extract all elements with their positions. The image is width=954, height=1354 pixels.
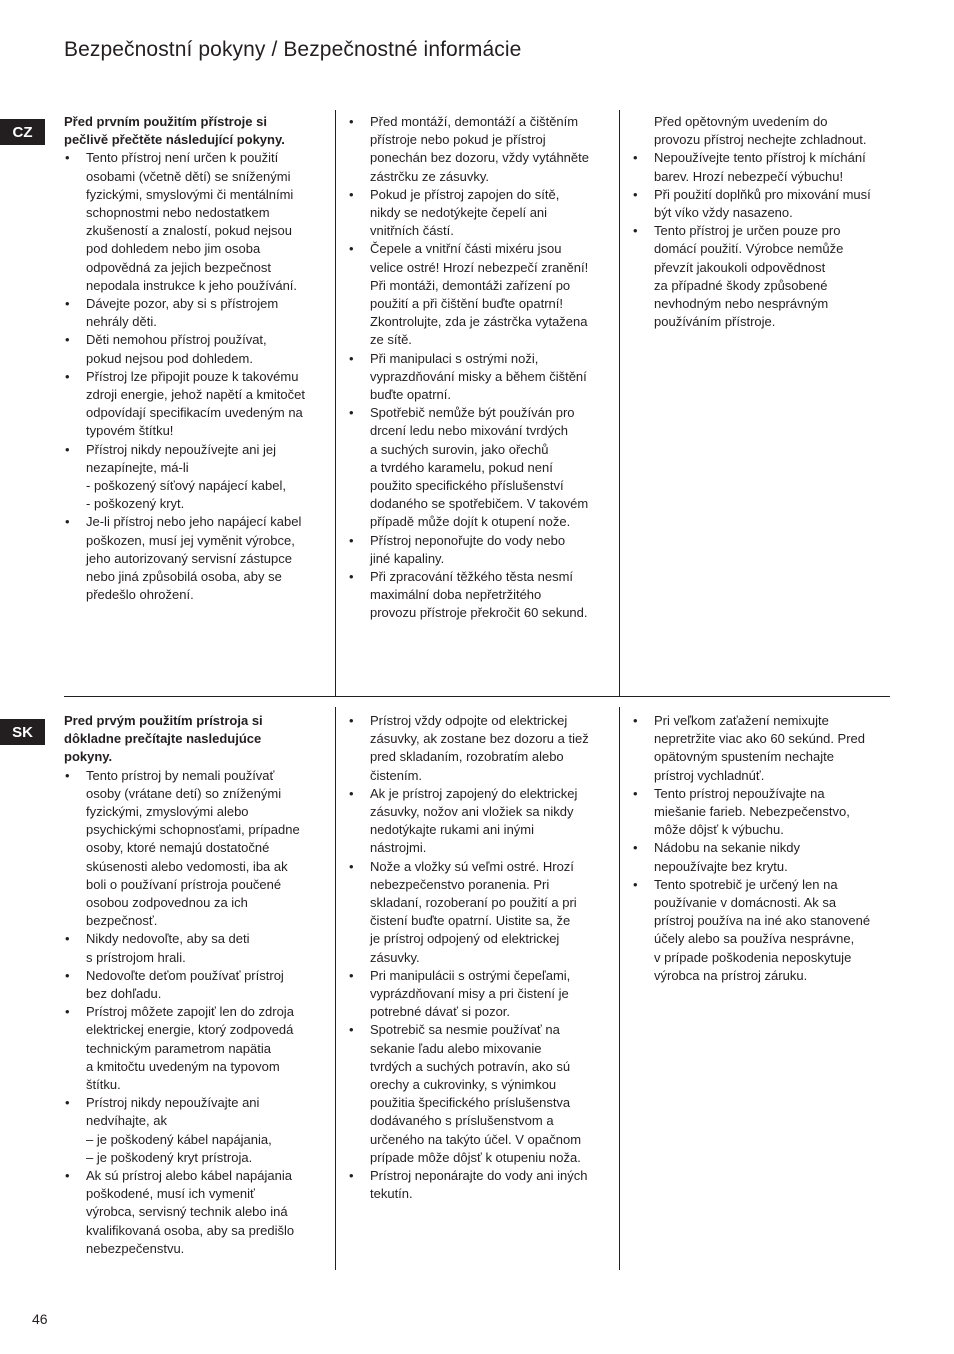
list-item [348,113,612,186]
list-item-line: pred skladaním, rozobratím alebo [370,749,564,765]
list-item-line: bezpečnosť. [86,913,158,929]
cz-col3-continuation [632,113,896,149]
cz-col1-list [64,149,328,604]
continuation-line: Před opětovným uvedením do [654,114,828,129]
list-item-line: Nože a vložky sú veľmi ostré. Hrozí [370,858,574,874]
list-item-line: zkušeností a znalostí, pokud nejsou [86,223,292,239]
list-item [348,350,612,405]
list-item-line: Tento prístroj nepoužívajte na [654,785,825,801]
list-item [632,186,896,222]
list-item-line: prístroj používa na iné ako stanovené [654,913,871,929]
list-item-line: použitia špecifického príslušenstva [370,1095,571,1111]
list-item [64,767,328,931]
list-item-line: domácí použití. Výrobce nemůže [654,241,844,257]
list-item [632,839,896,875]
column-divider [619,707,620,1270]
list-item [632,149,896,185]
list-item-line: elektrickej energie, ktorý zodpovedá [86,1022,294,1038]
list-item [632,785,896,840]
list-item-line: - poškozený síťový napájecí kabel, [86,478,286,494]
list-item [348,1021,612,1167]
list-item [348,240,612,349]
list-item-line: maximální doba nepřetržitého [370,587,542,603]
list-item-line: velice ostré! Hrozí nebezpečí zranění! [370,259,589,275]
list-item-line: Nikdy nedovoľte, aby sa deti [86,931,250,947]
list-item-line: fyzickými, smyslovými či mentálními [86,186,294,202]
list-item-line: dodaného se spotřebičem. V takovém [370,496,589,512]
list-item-line: potrebné dávať si pozor. [370,1004,511,1020]
list-item-line: typovém štítku! [86,423,174,439]
list-item [64,930,328,966]
list-item-line: - poškozený kryt. [86,496,185,512]
language-tab-cz: CZ [0,119,45,145]
list-item-line: být víko vždy nasazeno. [654,205,793,221]
list-item-line: Nedovoľte deťom používať prístroj [86,967,284,983]
list-item-line: poškodené, musí ich vymeniť [86,1186,255,1202]
list-item-line: odpovědná za jejich bezpečnost [86,259,272,275]
list-item-line: nedvíhajte, ak [86,1113,167,1129]
list-item-line: provozu přístroje překročit 60 sekund. [370,605,588,621]
sk-col2-list [348,712,612,1203]
list-item [348,532,612,568]
sk-col3-list [632,712,896,985]
list-item [348,404,612,531]
list-item [632,222,896,331]
list-item-line: s prístrojom hrali. [86,949,186,965]
list-item-line: nebezpečenstvo poranenia. Pri [370,876,550,892]
list-item [632,876,896,985]
list-item-line: osobami (včetně dětí) se sníženými [86,168,291,184]
list-item-line: Tento spotrebič je určený len na [654,876,838,892]
list-item [348,186,612,241]
list-item-line: Při montáži, demontáži zařízení po [370,277,571,293]
list-item-line: nepodala instrukce k jeho používání. [86,277,298,293]
list-item-line: nepoužívajte bez krytu. [654,858,788,874]
column-divider [619,110,620,697]
list-item [348,785,612,858]
list-item-line: přístroje nebo pokud je přístroj [370,132,546,148]
list-item-line: Tento přístroj není určen k použití [86,150,279,166]
list-item-line: jiné kapaliny. [370,550,445,566]
list-item-line: skladaní, rozoberaní po použití a pri [370,895,577,911]
list-item-line: Pri veľkom zaťažení nemixujte [654,713,829,728]
list-item-line: zásuvky, nožov ani vložiek sa nikdy [370,804,574,820]
cz-col3-list [632,149,896,331]
intro-heading-line: dôkladne prečítajte nasledujúce [64,731,262,747]
list-item-line: môže dôjsť k výbuchu. [654,822,784,838]
list-item-line: Čepele a vnitřní části mixéru jsou [370,241,562,257]
list-item-line: vyprázdňovaní misy a pri čistení je [370,986,569,1002]
sk-col1-list [64,767,328,1258]
list-item-line: miešanie farieb. Nebezpečenstvo, [654,804,850,820]
list-item-line: čistení buďte opatrní. Uistite sa, že [370,913,571,929]
list-item [64,967,328,1003]
list-item-line: poškozen, musí jej vyměnit výrobce, [86,532,295,548]
list-item-line: je prístroj odpojený od elektrickej [370,931,560,947]
list-item-line: používáním přístroje. [654,314,776,330]
list-item [64,1167,328,1258]
list-item-line: Přístroj lze připojit pouze k takovému [86,368,299,384]
language-tab-sk: SK [0,719,45,745]
list-item-line: štítku. [86,1077,121,1093]
sk-column-2 [348,712,612,1203]
list-item-line: nebezpečenstvu. [86,1240,185,1256]
sk-column-3 [632,712,896,985]
list-item-line: vyprazdňování misky a během čištění [370,368,587,384]
list-item-line: Před montáží, demontáží a čištěním [370,114,579,129]
list-item [348,568,612,623]
intro-heading-line: Před prvním použitím přístroje si [64,114,267,129]
list-item [64,331,328,367]
list-item-line: buďte opatrní. [370,387,451,403]
list-item-line: případě může dojít k otupení nože. [370,514,571,530]
list-item-line: Spotřebič nemůže být používán pro [370,405,575,421]
list-item-line: předešlo ohrožení. [86,587,194,603]
list-item-line: pokud nejsou pod dohledem. [86,350,253,366]
list-item-line: Prístroj môžete zapojiť len do zdroja [86,1004,294,1020]
cz-col2-list [348,113,612,623]
list-item-line: Tento prístroj by nemali používať [86,767,275,783]
page-title: Bezpečnostní pokyny / Bezpečnostné informácie [64,38,522,61]
list-item-line: převzít jakoukoli odpovědnost [654,259,826,275]
section-divider [64,696,890,697]
sk-intro-heading [64,712,328,767]
list-item-line: a kmitočtu uvedeným na typovom [86,1058,280,1074]
list-item-line: Ak sú prístroj alebo kábel napájania [86,1168,292,1184]
list-item-line: nehrály děti. [86,314,157,330]
list-item-line: v prípade poškodenia neposkytuje [654,949,852,965]
list-item-line: použito specifického příslušenství [370,478,564,494]
list-item-line: výrobca, servisný technik alebo iná [86,1204,288,1220]
list-item [64,441,328,514]
list-item-line: použití a při čištění buďte opatrní! [370,296,563,312]
list-item-line: ponechán bez dozoru, vždy vytáhněte [370,150,589,166]
list-item [348,858,612,967]
list-item-line: Při použití doplňků pro mixování musí [654,186,871,202]
cz-column-2 [348,113,612,623]
list-item-line: tvrdých a suchých potravín, ako sú [370,1058,571,1074]
list-item-line: zdroji energie, jehož napětí a kmitočet [86,387,305,403]
list-item-line: orechy a cukrovinky, s výnimkou [370,1077,557,1093]
list-item-line: nedotýkajte rukami ani inými [370,822,535,838]
list-item-line: nástrojmi. [370,840,427,856]
list-item [64,149,328,295]
list-item-line: jeho autorizovaný servisní zástupce [86,550,292,566]
list-item [64,295,328,331]
list-item-line: osoby (vrátane detí) so zníženými [86,785,282,801]
list-item-line: zástrčku ze zásuvky. [370,168,489,184]
list-item-line: Nádobu na sekanie nikdy [654,840,800,856]
list-item-line: a tvrdého karamelu, pokud není [370,459,553,475]
list-item-line: Pri manipulácii s ostrými čepeľami, [370,967,571,983]
list-item-line: Tento přístroj je určen pouze pro [654,223,841,239]
cz-column-3 [632,113,896,331]
list-item-line: osobou zodpovednou za ich [86,895,248,911]
list-item-line: a suchých surovin, jako ořechů [370,441,549,457]
cz-intro-heading [64,113,328,149]
sk-column-1 [64,712,328,1258]
column-divider [335,707,336,1270]
list-item-line: fyzickými, zmyslovými alebo [86,804,249,820]
list-item-line: opätovným spustením nechajte [654,749,834,765]
list-item-line: nevhodným nebo nesprávným [654,296,829,312]
list-item [632,712,896,785]
list-item-line: Při zpracování těžkého těsta nesmí [370,569,574,585]
column-divider [335,110,336,697]
list-item [64,513,328,604]
list-item-line: používanie v domácnosti. Ak sa [654,895,837,911]
intro-heading-line: Pred prvým použitím prístroja si [64,713,263,728]
list-item-line: skúsenosti alebo vedomosti, iba ak [86,858,288,874]
list-item-line: drcení ledu nebo mixování tvrdých [370,423,568,439]
continuation-line: provozu přístroj nechejte zchladnout. [654,132,867,148]
intro-heading-line: pokyny. [64,749,113,765]
list-item-line: kvalifikovaná osoba, aby sa predišlo [86,1222,295,1238]
list-item-line: Je-li přístroj nebo jeho napájecí kabel [86,514,302,530]
list-item-line: Nepoužívejte tento přístroj k míchání [654,150,866,166]
list-item-line: Spotrebič sa nesmie používať na [370,1022,560,1038]
list-item-line: Prístroj nikdy nepoužívajte ani [86,1095,260,1111]
list-item-line: boli o používaní prístroja poučené [86,876,282,892]
list-item [348,967,612,1022]
list-item [64,1094,328,1167]
list-item-line: čistením. [370,767,423,783]
list-item-line: zásuvky, ak zostane bez dozoru a tiež [370,731,589,747]
list-item-line: barev. Hrozí nebezpečí výbuchu! [654,168,844,184]
list-item-line: určeného na takýto účel. V opačnom [370,1131,582,1147]
list-item-line: Při manipulaci s ostrými noži, [370,350,539,366]
page-number: 46 [32,1311,48,1327]
list-item [64,1003,328,1094]
list-item-line: psychickými schopnosťami, prípadne [86,822,300,838]
list-item-line: Pokud je přístroj zapojen do sítě, [370,186,560,202]
list-item-line: Zkontrolujte, zda je zástrčka vytažena [370,314,588,330]
list-item-line: – je poškodený kábel napájania, [86,1131,272,1147]
list-item-line: nebo jiná způsobilá osoba, aby se [86,569,282,585]
list-item-line: tekutín. [370,1186,413,1202]
list-item-line: nikdy se nedotýkejte čepelí ani [370,205,548,221]
cz-column-1 [64,113,328,604]
list-item [348,1167,612,1203]
list-item-line: Prístroj vždy odpojte od elektrickej [370,713,568,728]
list-item-line: pod dohledem nebo jim osoba [86,241,261,257]
list-item-line: bez dohľadu. [86,986,162,1002]
list-item-line: Přístroj neponořujte do vody nebo [370,532,566,548]
list-item-line: za případné škody způsobené [654,277,828,293]
list-item-line: technickým parametrom napätia [86,1040,271,1056]
list-item-line: účely alebo sa používa nesprávne, [654,931,855,947]
list-item-line: Ak je prístroj zapojený do elektrickej [370,785,578,801]
list-item-line: Dávejte pozor, aby si s přístrojem [86,296,279,312]
list-item-line: sekanie ľadu alebo mixovanie [370,1040,542,1056]
list-item-line: prípade môže dôjsť k otupeniu noža. [370,1149,581,1165]
list-item-line: zásuvky. [370,949,420,965]
list-item-line: nepretržite viac ako 60 sekúnd. Pred [654,731,866,747]
list-item-line: dodávaného s príslušenstvom a [370,1113,554,1129]
list-item-line: – je poškodený kryt prístroja. [86,1149,253,1165]
list-item-line: osoby, ktoré nemajú dostatočné [86,840,270,856]
intro-heading-line: pečlivě přečtěte následující pokyny. [64,132,285,148]
list-item-line: prístroj vychladnúť. [654,767,765,783]
list-item-line: vnitřních částí. [370,223,454,239]
list-item-line: odpovídají specifikacím uvedeným na [86,405,303,421]
list-item-line: ze sítě. [370,332,412,348]
list-item-line: Děti nemohou přístroj používat, [86,332,267,348]
list-item-line: Přístroj nikdy nepoužívejte ani jej [86,441,277,457]
list-item-line: nezapínejte, má-li [86,459,189,475]
list-item-line: Prístroj neponárajte do vody ani iných [370,1168,588,1184]
list-item [64,368,328,441]
list-item [348,712,612,785]
list-item-line: schopnostmi nebo nedostatkem [86,205,270,221]
list-item-line: výrobca na prístroj záruku. [654,967,808,983]
